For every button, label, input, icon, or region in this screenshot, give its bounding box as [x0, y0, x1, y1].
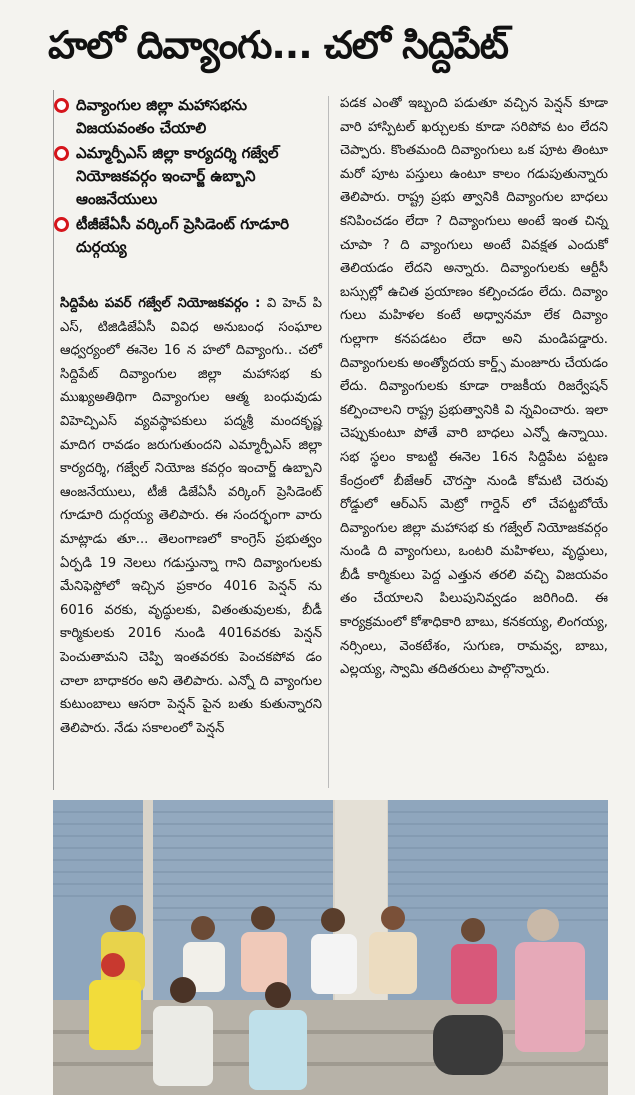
- highlight-item: [54, 94, 324, 140]
- event-photo: [53, 800, 608, 1095]
- headline: హలో దివ్యాంగు... చలో సిద్దిపేట్: [48, 23, 508, 67]
- article-column-right: [340, 92, 608, 682]
- highlight-text: ఎమ్మార్పీఎస్ జిల్లా కార్యదర్శి గజ్వేల్ నియోజకవర్గం ఇంచార్జ్ ఉబ్బాని ఆంజనేయులు: [76, 144, 279, 208]
- article-body-left: వి హెచ్ పి ఎస్, టిజిడిజేఏసీ వివిధ అనుబంధ సంఘాల ఆధ్వర్యంలో ఈనెల 16 న హలో దివ్యాంగు.. చలో సిద్దిపేట్ దివ్యాంగుల జిల్లా మహాసభ కు ముఖ్యఅతిథిగా దివ్యాంగుల ఆత్మ బంధువుడు విహెచ్పిఎస్ వ్యవస్థాపకులు పద్మశ్రీ మందకృష్ణ మాదిగ రావడం జరుగుతుందని ఎమ్మార్పీఎస్ జిల్లా కార్యదర్శి, గజ్వేల్ నియోజ కవర్గం ఇంచార్జ్ ఉబ్బాని ఆంజనేయులు, టీజీ డిజేఏసీ వర్కింగ్ ప్రెసిడెంట్ గూడూరి దుర్గయ్య తెలిపారు. ఈ సందర్భంగా వారు మాట్లాడు తూ... తెలంగాణలో కాంగ్రెస్ ప్రభుత్వం ఏర్పడి 19 నెలలు గడుస్తున్నా గాని దివ్యాంగులకు మేనిఫెస్టోలో ఇచ్చిన ప్రకారం 4016 పెన్షన్ ను 6016 వరకు, వృద్ధులకు, వితంతువులకు, బీడీ కార్మికులకు 2016 నుండి 4016వరకు పెన్షన్ పెంచుతామని చెప్పి ఇంతవరకు పెంచకపోవ డం చాలా బాధాకరం అని తెలిపారు. ఎన్నో ది వ్యాంగుల కుటుంబాలు ఆసరా పెన్షన్ పైన బతు కుతున్నారని తెలిపారు. నేడు సకాలంలో పెన్షన్: [60, 296, 322, 736]
- article-column-left: [60, 292, 322, 740]
- bullet-ring-icon: [54, 146, 69, 161]
- bullet-ring-icon: [54, 98, 69, 113]
- highlight-text: దివ్యాంగుల జిల్లా మహాసభను విజయవంతం చేయాలి: [76, 96, 248, 137]
- highlights-list: [54, 94, 324, 261]
- highlight-item: [54, 213, 324, 259]
- photo-illustration: [53, 800, 608, 1095]
- highlight-text: టీజీజేఏసీ వర్కింగ్ ప్రెసిడెంట్ గూడూరి దుర్గయ్య: [76, 215, 290, 256]
- highlight-item: [54, 142, 324, 211]
- bullet-ring-icon: [54, 217, 69, 232]
- column-divider: [328, 96, 329, 788]
- article-body-right: పడక ఎంతో ఇబ్బంది పడుతూ వచ్చిన పెన్షన్ కూడా వారి హాస్పిటల్ ఖర్చులకు కూడా సరిపోవ టం లేదని చెప్పారు. కొంతమంది దివ్యాంగులు ఒక పూట తింటూ మరో పూట పస్తులు ఉంటూ కాలం గడుపుతున్నారు తెలిపారు. రాష్ట్ర ప్రభు త్వానికి దివ్యాంగుల బాధలు కనిపించడం లేదా ? దివ్యాంగులు అంటే ఇంత చిన్న చూపా ? ది వ్యాంగులు అంటే వివక్షత ఎందుకో తెలియడం లేదని అన్నారు. దివ్యాంగులకు ఆర్టీసీ బస్సుల్లో ఉచిత ప్రయాణం కల్పించడం లేదు. దివ్యాం గులు మహిళల కంటే అధ్వానమా లేక దివ్యాం గుల్లాగా కనపడటం లేదా అని మండిపడ్డారు. దివ్యాంగులకు అంత్యోదయ కార్డ్స్ మంజూరు చేయడం లేదు. దివ్యాంగులకు కూడా రాజకీయ రిజర్వేషన్ కల్పించాలని రాష్ట్ర ప్రభుత్వానికి వి న్నవించారు. ఇలా చెప్పుకుంటూ పోతే వారి బాధలు ఎన్నో ఉన్నాయి. సభ స్థలం కాబట్టి ఈనెల 16న సిద్దిపేట పట్టణ కేంద్రంలో బీజేఆర్ చౌరస్తా నుండి కోమటి చెరువు రోడ్డులో ఆర్ఎస్ మెట్రో గార్డెన్ లో చేపట్టబోయే దివ్యాంగుల జిల్లా మహాసభ కు గజ్వేల్ నియోజకవర్గం నుండి ది వ్యాంగులు, ఒంటరి మహిళలు, వృద్ధులు, బీడీ కార్మికులు పెద్ద ఎత్తున తరలి వచ్చి విజయవం తం చేయాలని పిలుపునివ్వడం జరిగింది. ఈ కార్యక్రమంలో కోశాధికారి బాబు, కనకయ్య, లింగయ్య, నర్సింలు, వెంకటేశం, సుగుణ, రామవ్వ, బాబు, ఎల్లయ్య, స్వామి తదితరులు పాల్గొన్నారు.: [340, 96, 608, 678]
- article-dateline: సిద్దిపేట పవర్ గజ్వేల్ నియోజకవర్గం :: [60, 296, 261, 311]
